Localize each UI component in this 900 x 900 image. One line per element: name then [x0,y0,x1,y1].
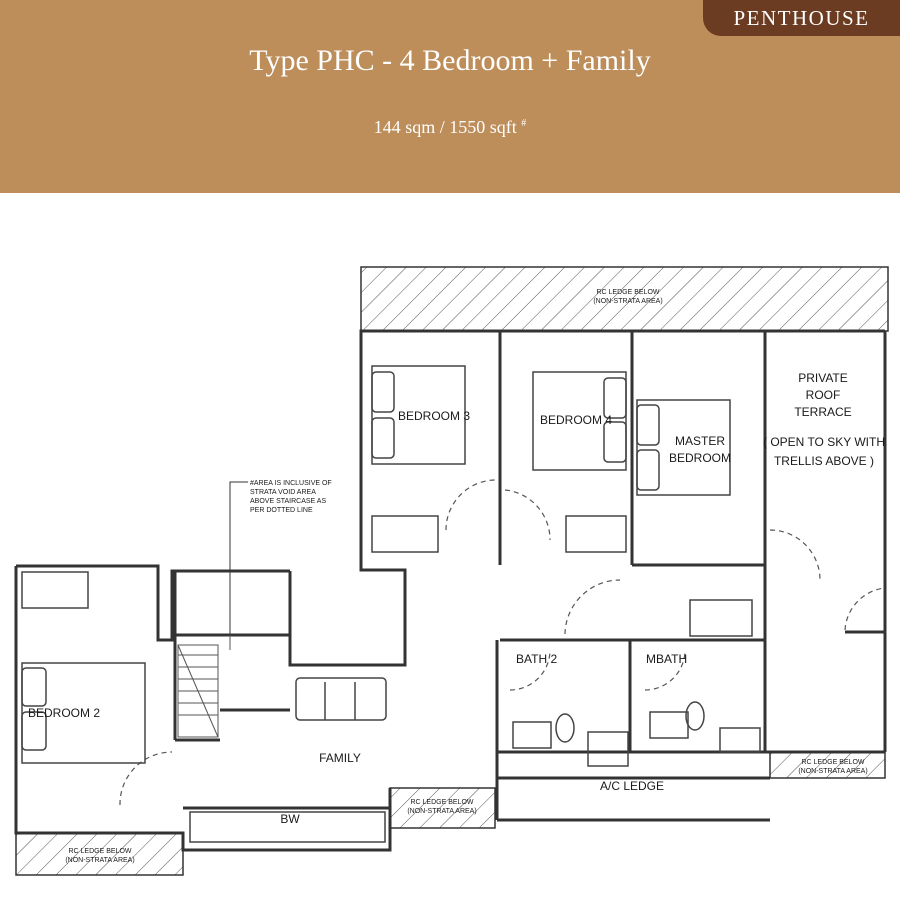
ledge-label-br-line1: RC LEDGE BELOW [801,759,865,766]
rc-ledge-hatch [16,267,888,875]
area-note-line2: STRATA VOID AREA [250,489,316,496]
unit-type-title: Type PHC - 4 Bedroom + Family [249,44,651,77]
area-note-line3: ABOVE STAIRCASE AS [250,498,327,505]
terrace-note-line1: ( OPEN TO SKY WITH [762,435,886,449]
ledge-label-top-line1: RC LEDGE BELOW [596,289,660,296]
unit-area [0,117,900,138]
header-banner [0,0,900,193]
room-label-terrace-line1: PRIVATE [798,371,848,385]
room-label-terrace-line2: ROOF [805,388,841,402]
room-label-ac-ledge: A/C LEDGE [599,779,665,793]
room-label-terrace-line3: TERRACE [794,405,852,419]
ledge-label-mid-line1: RC LEDGE BELOW [410,799,474,806]
ledge-label-br-line2: (NON-STRATA AREA) [798,768,868,775]
room-label-bw: BW [280,812,300,826]
room-label-mbath: MBATH [646,652,688,666]
area-note-line1: #AREA IS INCLUSIVE OF [250,480,332,487]
room-label-bedroom-2: BEDROOM 2 [28,706,101,720]
room-label-master-line1: MASTER [674,434,726,448]
ledge-label-mid-line2: (NON-STRATA AREA) [407,808,477,815]
penthouse-badge: PENTHOUSE [703,0,900,36]
ledge-label-bl-line1: RC LEDGE BELOW [68,848,132,855]
room-label-master-line2: BEDROOM [668,451,732,465]
area-note-line4: PER DOTTED LINE [250,507,313,514]
room-label-bedroom-3: BEDROOM 3 [398,409,471,423]
note-leader-line [230,482,248,635]
unit-area-text: 144 sqm / 1550 sqft [373,117,517,137]
staircase [178,580,230,737]
room-label-bedroom-4: BEDROOM 4 [540,413,613,427]
room-label-bath-2: BATH 2 [516,652,558,666]
terrace-note-line2: TRELLIS ABOVE ) [773,454,875,468]
room-label-family: FAMILY [319,751,361,765]
floor-plan [0,193,900,900]
area-footnote-mark: # [521,118,527,129]
ledge-label-top-line2: (NON-STRATA AREA) [593,298,663,305]
ledge-label-bl-line2: (NON-STRATA AREA) [65,857,135,864]
